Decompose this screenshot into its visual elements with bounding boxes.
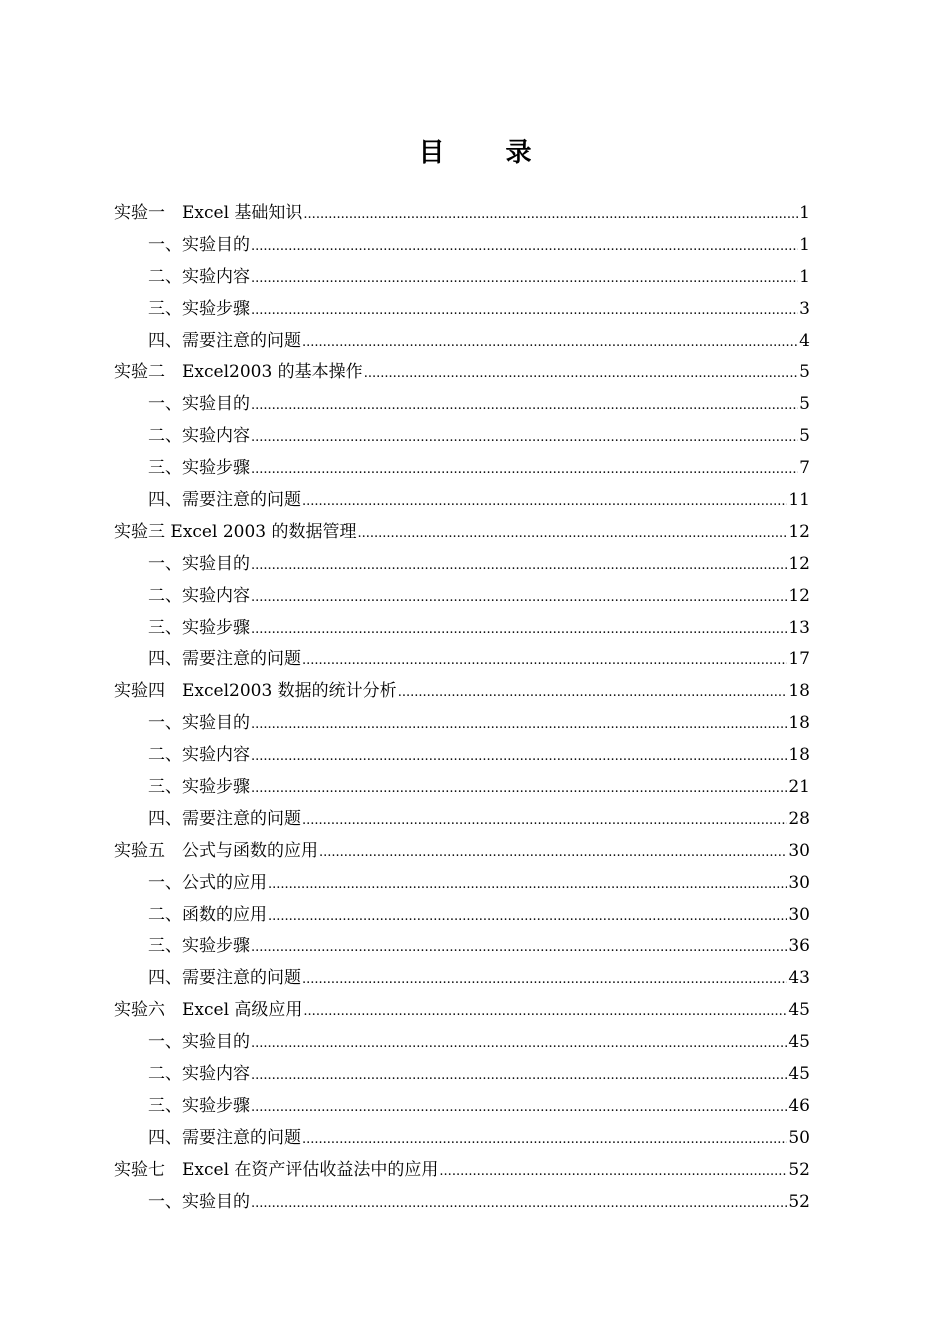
toc-entry-text: 一、实验目的 (148, 1191, 250, 1212)
toc-dot-leader (398, 677, 788, 709)
toc-page-number: 12 (788, 521, 810, 542)
toc-dot-leader (251, 582, 787, 614)
toc-section-entry[interactable] (114, 549, 810, 581)
toc-section-entry[interactable] (114, 581, 810, 613)
toc-page-number: 18 (788, 745, 810, 766)
toc-entry-text: 三、实验步骤 (148, 936, 250, 957)
toc-page-number: 17 (788, 649, 810, 670)
toc-dot-leader (251, 614, 787, 646)
toc-dot-leader (251, 1028, 787, 1060)
toc-dot-leader (302, 1124, 787, 1156)
toc-dot-leader (251, 295, 798, 327)
toc-dot-leader (251, 231, 798, 263)
toc-page-number: 28 (788, 808, 810, 829)
toc-page-number: 50 (788, 1127, 810, 1148)
toc-entry-text: 二、实验内容 (148, 745, 250, 766)
toc-section-entry[interactable] (114, 708, 810, 740)
toc-dot-leader (251, 390, 798, 422)
toc-entry-text: 实验七 Excel 在资产评估收益法中的应用 (114, 1159, 439, 1180)
toc-entry-text: 一、实验目的 (148, 394, 250, 415)
toc-page-number: 18 (788, 713, 810, 734)
toc-entry-text: 实验三 Excel 2003 的数据管理 (114, 521, 357, 542)
toc-dot-leader (251, 741, 787, 773)
toc-page-number: 11 (788, 490, 810, 511)
toc-page-number: 12 (788, 553, 810, 574)
toc-section-entry[interactable] (114, 389, 810, 421)
toc-dot-leader (302, 805, 787, 837)
toc-chapter-entry[interactable] (114, 357, 810, 389)
toc-list (114, 198, 810, 1219)
toc-dot-leader (251, 1188, 787, 1220)
toc-page-number: 52 (788, 1191, 810, 1212)
toc-section-entry[interactable] (114, 453, 810, 485)
toc-entry-text: 实验四 Excel2003 数据的统计分析 (114, 681, 397, 702)
toc-page-number: 30 (788, 904, 810, 925)
toc-section-entry[interactable] (114, 421, 810, 453)
toc-section-entry[interactable] (114, 772, 810, 804)
toc-dot-leader (251, 709, 787, 741)
toc-page-number: 45 (788, 1064, 810, 1085)
toc-entry-text: 四、需要注意的问题 (148, 808, 301, 829)
toc-dot-leader (268, 869, 787, 901)
toc-page-number: 1 (799, 234, 810, 255)
toc-entry-text: 三、实验步骤 (148, 458, 250, 479)
toc-dot-leader (251, 422, 798, 454)
toc-page-number: 52 (788, 1159, 810, 1180)
toc-entry-text: 三、实验步骤 (148, 298, 250, 319)
toc-entry-text: 一、实验目的 (148, 553, 250, 574)
toc-entry-text: 二、函数的应用 (148, 904, 267, 925)
toc-chapter-entry[interactable] (114, 198, 810, 230)
toc-section-entry[interactable] (114, 931, 810, 963)
toc-dot-leader (319, 837, 787, 869)
toc-entry-text: 一、公式的应用 (148, 872, 267, 893)
toc-entry-text: 一、实验目的 (148, 234, 250, 255)
toc-entry-text: 二、实验内容 (148, 266, 250, 287)
toc-dot-leader (302, 486, 787, 518)
toc-entry-text: 四、需要注意的问题 (148, 968, 301, 989)
toc-page-number: 45 (788, 1000, 810, 1021)
toc-dot-leader (251, 1060, 787, 1092)
toc-section-entry[interactable] (114, 1027, 810, 1059)
toc-entry-text: 四、需要注意的问题 (148, 490, 301, 511)
toc-section-entry[interactable] (114, 1059, 810, 1091)
toc-page-number: 30 (788, 872, 810, 893)
toc-section-entry[interactable] (114, 868, 810, 900)
toc-entry-text: 四、需要注意的问题 (148, 330, 301, 351)
toc-entry-text: 一、实验目的 (148, 1032, 250, 1053)
toc-page-number: 5 (799, 362, 810, 383)
toc-page-number: 36 (788, 936, 810, 957)
toc-dot-leader (251, 773, 787, 805)
toc-dot-leader (302, 964, 787, 996)
toc-dot-leader (358, 518, 788, 550)
toc-page-number: 46 (788, 1095, 810, 1116)
toc-chapter-entry[interactable] (114, 676, 810, 708)
toc-entry-text: 二、实验内容 (148, 426, 250, 447)
toc-dot-leader (251, 932, 787, 964)
toc-entry-text: 实验一 Excel 基础知识 (114, 203, 303, 223)
toc-section-entry[interactable] (114, 613, 810, 645)
toc-chapter-entry[interactable] (114, 517, 810, 549)
toc-entry-text: 一、实验目的 (148, 713, 250, 734)
toc-section-entry[interactable] (114, 294, 810, 326)
toc-page-number: 45 (788, 1032, 810, 1053)
toc-section-entry[interactable] (114, 900, 810, 932)
toc-section-entry[interactable] (114, 963, 810, 995)
toc-dot-leader (302, 327, 798, 359)
toc-entry-text: 三、实验步骤 (148, 1095, 250, 1116)
toc-dot-leader (251, 550, 787, 582)
toc-entry-text: 实验二 Excel2003 的基本操作 (114, 362, 363, 383)
toc-dot-leader (251, 1092, 787, 1124)
toc-page-number: 5 (799, 426, 810, 447)
toc-page-number: 1 (799, 266, 810, 287)
page-title: 目 录 (418, 138, 558, 168)
toc-section-entry[interactable] (114, 804, 810, 836)
toc-page-number: 7 (799, 458, 810, 479)
toc-page-number: 18 (788, 681, 810, 702)
toc-dot-leader (251, 454, 798, 486)
toc-page-number: 5 (799, 394, 810, 415)
toc-section-entry[interactable] (114, 485, 810, 517)
toc-dot-leader (268, 901, 787, 933)
toc-chapter-entry[interactable] (114, 995, 810, 1027)
toc-dot-leader (303, 996, 787, 1028)
toc-dot-leader (302, 645, 787, 677)
toc-section-entry[interactable] (114, 262, 810, 294)
toc-entry-text: 实验五 公式与函数的应用 (114, 840, 318, 861)
toc-page-number: 43 (788, 968, 810, 989)
toc-section-entry[interactable] (114, 644, 810, 676)
toc-page-number: 12 (788, 585, 810, 606)
toc-chapter-entry[interactable] (114, 836, 810, 868)
toc-page-number: 21 (788, 777, 810, 798)
toc-entry-text: 三、实验步骤 (148, 777, 250, 798)
toc-page-number: 3 (799, 298, 810, 319)
toc-dot-leader (303, 199, 798, 231)
toc-entry-text: 四、需要注意的问题 (148, 1127, 301, 1148)
toc-entry-text: 四、需要注意的问题 (148, 649, 301, 670)
toc-section-entry[interactable] (114, 326, 810, 358)
toc-section-entry[interactable] (114, 1123, 810, 1155)
toc-page-number: 4 (799, 330, 810, 351)
toc-entry-text: 实验六 Excel 高级应用 (114, 1000, 303, 1021)
toc-entry-text: 二、实验内容 (148, 1064, 250, 1085)
toc-entry-text: 二、实验内容 (148, 585, 250, 606)
toc-dot-leader (439, 1156, 787, 1188)
toc-dot-leader (364, 358, 798, 390)
toc-section-entry[interactable] (114, 1091, 810, 1123)
toc-entry-text: 三、实验步骤 (148, 617, 250, 638)
toc-section-entry[interactable] (114, 1187, 810, 1219)
toc-page-number: 1 (799, 203, 810, 223)
toc-page-number: 13 (788, 617, 810, 638)
toc-section-entry[interactable] (114, 740, 810, 772)
toc-section-entry[interactable] (114, 230, 810, 262)
toc-dot-leader (251, 263, 798, 295)
toc-chapter-entry[interactable] (114, 1155, 810, 1187)
toc-page-number: 30 (788, 840, 810, 861)
